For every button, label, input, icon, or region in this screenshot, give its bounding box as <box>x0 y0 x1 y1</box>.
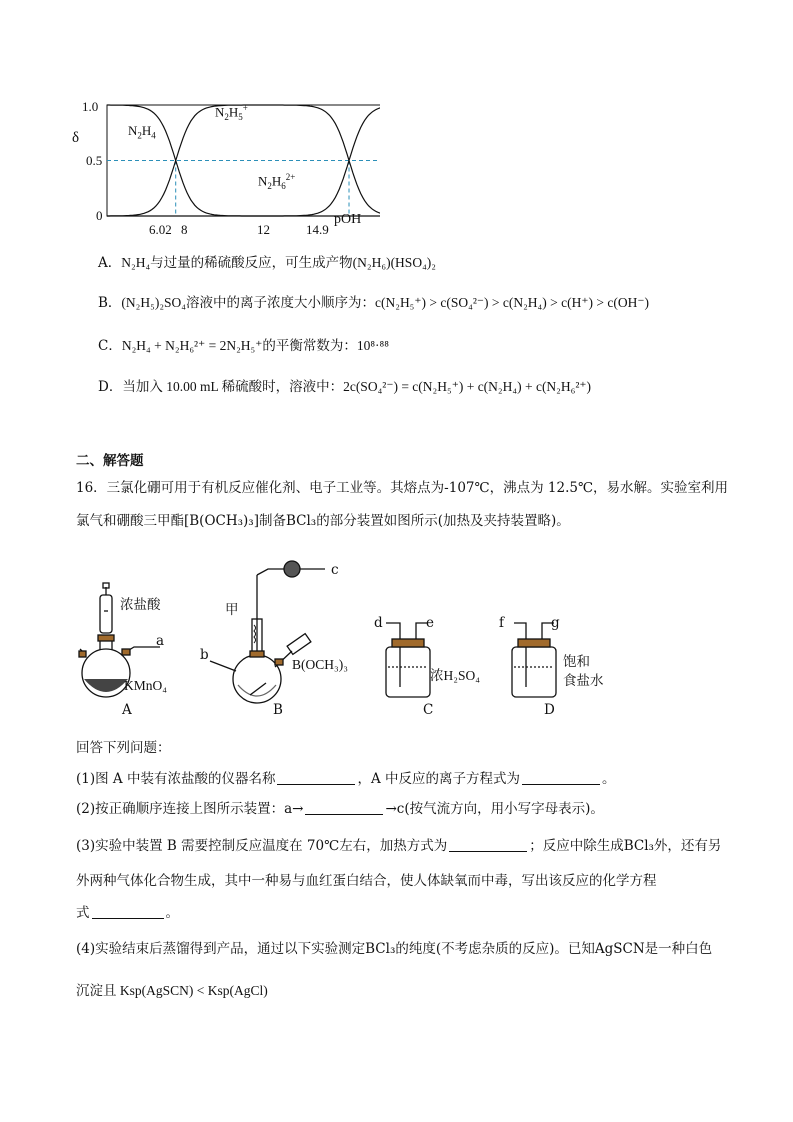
a-reagent-top: 浓盐酸 <box>120 597 161 613</box>
d-port-g: g <box>551 615 560 631</box>
question-3-line2: 外两种气体化合物生成，其中一种易与血红蛋白结合，使人体缺氧而中毒，写出该反应的化学方程 <box>76 873 657 889</box>
b-port-out: c <box>331 562 339 578</box>
x-axis-label: pOH <box>334 212 362 227</box>
question-4-line1: (4)实验结束后蒸馏得到产品，通过以下实验测定BCl₃的纯度(不考虑杂质的反应)。已知AgSCN是一种白色 <box>76 941 713 957</box>
option-b: B．(N₂H₅)₂SO₄溶液中的离子浓度大小顺序为：c(N₂H₅⁺) > c(SO₄²⁻) > c(N₂H₄) > c(H⁺) > c(OH⁻) <box>98 295 649 311</box>
option-a: A．N₂H₄与过量的稀硫酸反应，可生成产物(N₂H₆)(HSO₄)₂ <box>98 255 436 271</box>
y-tick-0: 0 <box>96 208 103 223</box>
c-reagent: 浓H₂SO₄ <box>430 668 480 683</box>
q16-line1: 16．三氯化硼可用于有机反应催化剂、电子工业等。其熔点为-107℃，沸点为 12.5℃，易水解。实验室利用 <box>76 480 729 496</box>
question-1: (1)图 A 中装有浓盐酸的仪器名称 ，A 中反应的离子方程式为 。 <box>76 771 616 787</box>
question-2: (2)按正确顺序连接上图所示装置：a→ →c(按气流方向，用小写字母表示)。 <box>76 801 604 817</box>
c-label: C <box>423 702 434 718</box>
option-c: C．N₂H₄ + N₂H₆²⁺ = 2N₂H₅⁺的平衡常数为：10⁸·⁸⁸ <box>98 338 389 354</box>
b-condenser-label: 甲 <box>225 602 239 618</box>
question-3-line1: (3)实验中装置 B 需要控制反应温度在 70℃左右，加热方式为 ；反应中除生成BCl₃外，还有另 <box>76 838 722 854</box>
answer-intro: 回答下列问题： <box>76 740 171 756</box>
apparatus-b-flask <box>210 561 325 703</box>
q16-line2: 氯气和硼酸三甲酯[B(OCH₃)₃]制备BCl₃的部分装置如图所示(加热及夹持装置略)。 <box>76 513 570 529</box>
y-axis-label: δ <box>72 130 80 146</box>
b-reagent: B(OCH₃)₃ <box>292 657 348 672</box>
a-port: a <box>156 633 165 649</box>
a-label: A <box>122 702 132 718</box>
y-tick-05: 0.5 <box>86 153 103 168</box>
apparatus-d-bottle <box>512 623 556 697</box>
blank-2[interactable] <box>305 800 383 815</box>
d-reagent-1: 饱和 <box>563 654 590 670</box>
c-port-d: d <box>374 615 383 631</box>
section-title: 二、解答题 <box>76 453 144 469</box>
series-label-n2h5: $N_2H_5^+$ <box>215 103 248 122</box>
x-tick-149: 14.9 <box>306 222 329 237</box>
y-tick-1: 1.0 <box>82 99 99 114</box>
series-label-n2h4: $N_2H_4$ <box>128 123 156 141</box>
d-label: D <box>544 702 555 718</box>
blank-1b[interactable] <box>522 770 600 785</box>
question-4-line2: 沉淀且 Ksp(AgSCN) < Ksp(AgCl) <box>76 983 268 998</box>
d-port-f: f <box>499 615 504 631</box>
b-port-in: b <box>200 647 209 663</box>
blank-3a[interactable] <box>449 837 527 852</box>
b-label: B <box>273 702 283 718</box>
blank-3b[interactable] <box>92 904 164 919</box>
x-tick-12: 12 <box>257 222 270 237</box>
series-label-n2h6: $N_2H_6^{2+}$ <box>258 172 296 191</box>
x-tick-8: 8 <box>181 222 188 237</box>
question-3-line3: 式 。 <box>76 905 179 921</box>
blank-1a[interactable] <box>277 770 355 785</box>
apparatus-c-bottle <box>386 623 430 697</box>
x-tick-602: 6.02 <box>149 222 172 237</box>
d-reagent-2: 食盐水 <box>563 673 604 689</box>
c-port-e: e <box>426 615 434 631</box>
a-reagent-bottom: KMnO₄ <box>124 678 167 693</box>
option-d: D．当加入 10.00 mL 稀硫酸时，溶液中：2c(SO₄²⁻) = c(N₂H₅⁺) + c(N₂H₄) + c(N₂H₆²⁺) <box>98 379 592 395</box>
